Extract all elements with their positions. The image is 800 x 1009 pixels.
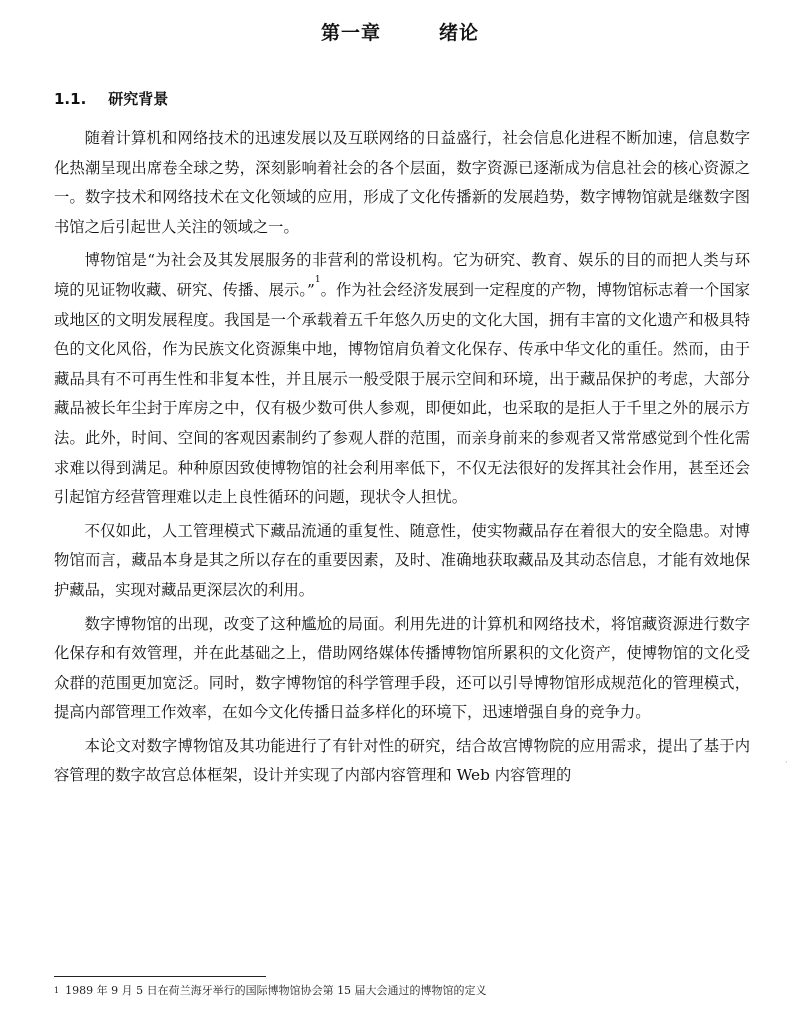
chapter-number: 第一章 (320, 22, 381, 44)
body-text (54, 124, 750, 791)
footnote-reference: 1 (314, 274, 321, 285)
section-heading (54, 88, 168, 109)
paragraph-2-after: 。作为社会经济发展到一定程度的产物，博物馆标志着一个国家或地区的文明发展程度。我国是一个承载着五千年悠久历史的文化大国，拥有丰富的文化遗产和极具特色的文化风俗，作为民族文化资源集中地，博物馆肩负着文化保存、传承中华文化的重任。然而，由于藏品具有不可再生性和非复本性，并且展示一般受限于展示空间和环境，出于藏品保护的考虑，大部分藏品被长年尘封于库房之中，仅有极少数可供人参观，即便如此，也采取的是拒人于千里之外的展示方法。此外，时间、空间的客观因素制约了参观人群的范围，而亲身前来的参观者又常常感觉到个性化需求难以得到满足。种种原因致使博物馆的社会利用率低下，不仅无法很好的发挥其社会作用，甚至还会引起馆方经营管理难以走上良性循环的问题，现状令人担忧。 (54, 280, 750, 507)
paragraph-1: 随着计算机和网络技术的迅速发展以及互联网络的日益盛行，社会信息化进程不断加速，信息数字化热潮呈现出席卷全球之势，深刻影响着社会的各个层面，数字资源已逐渐成为信息社会的核心资源之一。数字技术和网络技术在文化领域的应用，形成了文化传播新的发展趋势，数字博物馆就是继数字图书馆之后引起世人关注的领域之一。 (54, 129, 750, 236)
paragraph-2-before: 博物馆是“为社会及其发展服务的非营利的常设机构。它为研究、教育、娱乐的目的而把人类与环境的见证物收藏、研究、传播、展示。” (54, 251, 750, 299)
footnote-mark: 1 (54, 986, 60, 995)
scan-speck: · (785, 758, 788, 767)
footnote-text: 1989 年 9 月 5 日在荷兰海牙举行的国际博物馆协会第 15 届大会通过的博物馆的定义 (65, 984, 487, 997)
chapter-name: 绪论 (439, 22, 480, 44)
section-title: 研究背景 (108, 90, 169, 108)
paragraph-5: 本论文对数字博物馆及其功能进行了有针对性的研究，结合故宫博物院的应用需求，提出了基于内容管理的数字故宫总体框架，设计并实现了内部内容管理和 Web 内容管理的 (54, 736, 750, 785)
chapter-title (0, 18, 800, 45)
footnote-divider (54, 976, 266, 977)
footnote (54, 984, 754, 998)
paragraph-4: 数字博物馆的出现，改变了这种尴尬的局面。利用先进的计算机和网络技术，将馆藏资源进行数字化保存和有效管理，并在此基础之上，借助网络媒体传播博物馆所累积的文化资产，使博物馆的文化受众群的范围更加宽泛。同时，数字博物馆的科学管理手段，还可以引导博物馆形成规范化的管理模式，提高内部管理工作效率，在如今文化传播日益多样化的环境下，迅速增强自身的竞争力。 (54, 614, 750, 722)
paragraph-3: 不仅如此，人工管理模式下藏品流通的重复性、随意性，使实物藏品存在着很大的安全隐患。对博物馆而言，藏品本身是其之所以存在的重要因素，及时、准确地获取藏品及其动态信息，才能有效地保护藏品，实现对藏品更深层次的利用。 (54, 521, 750, 599)
paragraph-2 (54, 246, 750, 512)
section-number: 1.1. (54, 90, 87, 108)
